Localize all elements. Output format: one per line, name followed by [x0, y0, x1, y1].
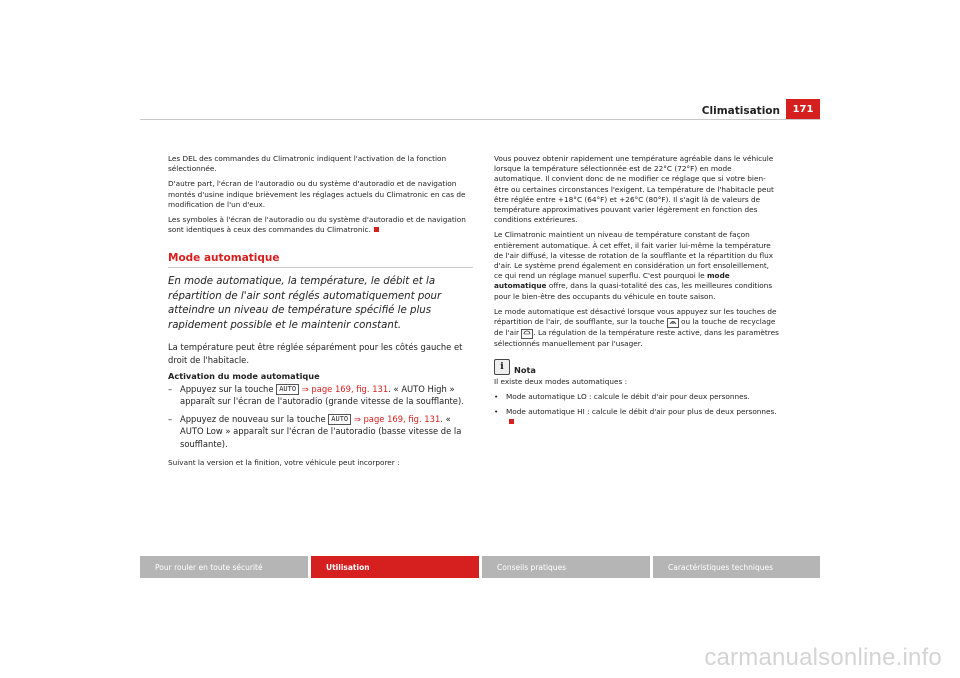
paragraph: Les DEL des commandes du Climatronic indiquent l'activation de la fonction sélectionnée. — [168, 154, 447, 174]
note-header — [494, 359, 779, 375]
auto-key-symbol: AUTO — [328, 414, 351, 425]
list-item-text: Mode automatique HI : calcule le débit d'air pour plus de deux personnes. — [506, 406, 777, 416]
paragraph: Vous pouvez obtenir rapidement une température agréable dans le véhicule lorsque la température sélectionnée est de 22°C (72°F) en mode automatique. Il convient donc de ne modifier ce réglage que si votre bien-être ou certaines circonstances l'exigent. La température de l'habitacle peut être réglée entre +18°C (64°F) et +26°C (80°F). Il s'agit là de valeurs de température approximatives pouvant varier légèrement en fonction des conditions extérieures. — [494, 154, 774, 225]
bullet-glyph: • — [494, 392, 499, 402]
right-column — [494, 154, 779, 431]
section-intro: En mode automatique, la température, le débit et la répartition de l'air sont réglés automatiquement pour atteindre un niveau de température spécifié le plus rapidement possible et le maintenir constant. — [168, 276, 442, 331]
step-text: . « AUTO High » apparaît sur l'écran de l'autoradio (grande vitesse de la soufflante). — [180, 383, 464, 407]
step-dash: – — [168, 414, 173, 425]
page-header-title: Climatisation — [701, 105, 780, 117]
page-number: 171 — [786, 99, 820, 119]
paragraph: D'autre part, l'écran de l'autoradio ou du système d'autoradio et de navigation montés d'usine indique brièvement les réglages actuels du Climatronic en cas de modification de l'un d'eux. — [168, 179, 466, 209]
step-dash: – — [168, 383, 173, 394]
procedure-heading: Activation du mode automatique — [168, 370, 320, 381]
paragraph — [494, 230, 779, 301]
paragraph-text: . La régulation de la température reste active, dans les paramètres sélectionnés manuellement par l'usager. — [494, 328, 779, 349]
page-reference-link[interactable]: ⇒ page 169, fig. 131 — [353, 414, 441, 425]
paragraph: La température peut être réglée séparément pour les côtés gauche et droit de l'habitacle. — [168, 342, 463, 365]
paragraph-text: offre, dans la quasi-totalité des cas, les meilleures conditions pour le bien-être des occupants du véhicule en toute saison. — [494, 281, 773, 301]
note-label: Nota — [514, 365, 536, 376]
left-column — [168, 154, 473, 473]
paragraph-text: Les symboles à l'écran de l'autoradio ou du système d'autoradio et de navigation sont identiques à ceux des commandes du Climatronic. — [168, 215, 466, 235]
version-note: Suivant la version et la finition, votre véhicule peut incorporer : — [168, 457, 400, 467]
procedure-step — [168, 383, 473, 407]
defrost-key-icon — [667, 318, 679, 328]
emphasis-text: mode automatique — [494, 271, 730, 291]
footer-tab-operation[interactable]: Utilisation — [311, 556, 479, 578]
list-item — [494, 407, 779, 427]
info-icon: i — [494, 359, 510, 375]
paragraph-text: Le Climatronic maintient un niveau de température constant de façon entièrement automatique. À cet effet, il fait varier lui-même la température de l'air diffusé, la vitesse de rotation de la soufflante et la répartition du flux d'air. Le système prend également en considération un fort ensoleillement, ce qui rend un réglage manuel superflu. C'est pourquoi le — [494, 230, 774, 281]
paragraph — [168, 215, 473, 235]
section-heading: Mode automatique — [168, 252, 473, 268]
paragraph-text: Le mode automatique est désactivé lorsque vous appuyez sur les touches de répartition de l'air, de soufflante, sur la touche — [494, 306, 777, 327]
paragraph — [494, 307, 779, 349]
auto-key-symbol: AUTO — [276, 384, 299, 395]
recirculation-key-icon — [521, 329, 533, 339]
step-text: Appuyez sur la touche — [180, 383, 274, 394]
footer-tab-practical-tips[interactable]: Conseils pratiques — [482, 556, 650, 578]
section-end-marker — [509, 419, 514, 424]
note-text: Il existe deux modes automatiques : — [494, 377, 628, 387]
footer-tab-technical-data[interactable]: Caractéristiques techniques — [653, 556, 820, 578]
watermark: carmanualsonline.info — [704, 644, 942, 671]
step-text: Appuyez de nouveau sur la touche — [180, 414, 326, 425]
page-reference-link[interactable]: ⇒ page 169, fig. 131 — [301, 383, 389, 394]
footer-tab-safety[interactable]: Pour rouler en toute sécurité — [140, 556, 308, 578]
bullet-glyph: • — [494, 406, 499, 416]
paragraph-text: ou la touche de recyclage de l'air — [494, 317, 776, 338]
list-item — [494, 392, 779, 402]
procedure-step — [168, 413, 473, 450]
header-divider — [140, 119, 820, 120]
section-end-marker — [374, 227, 379, 232]
step-text: . « AUTO Low » apparaît sur l'écran de l'autoradio (basse vitesse de la soufflante). — [180, 414, 462, 449]
list-item-text: Mode automatique LO : calcule le débit d'air pour deux personnes. — [506, 392, 750, 402]
